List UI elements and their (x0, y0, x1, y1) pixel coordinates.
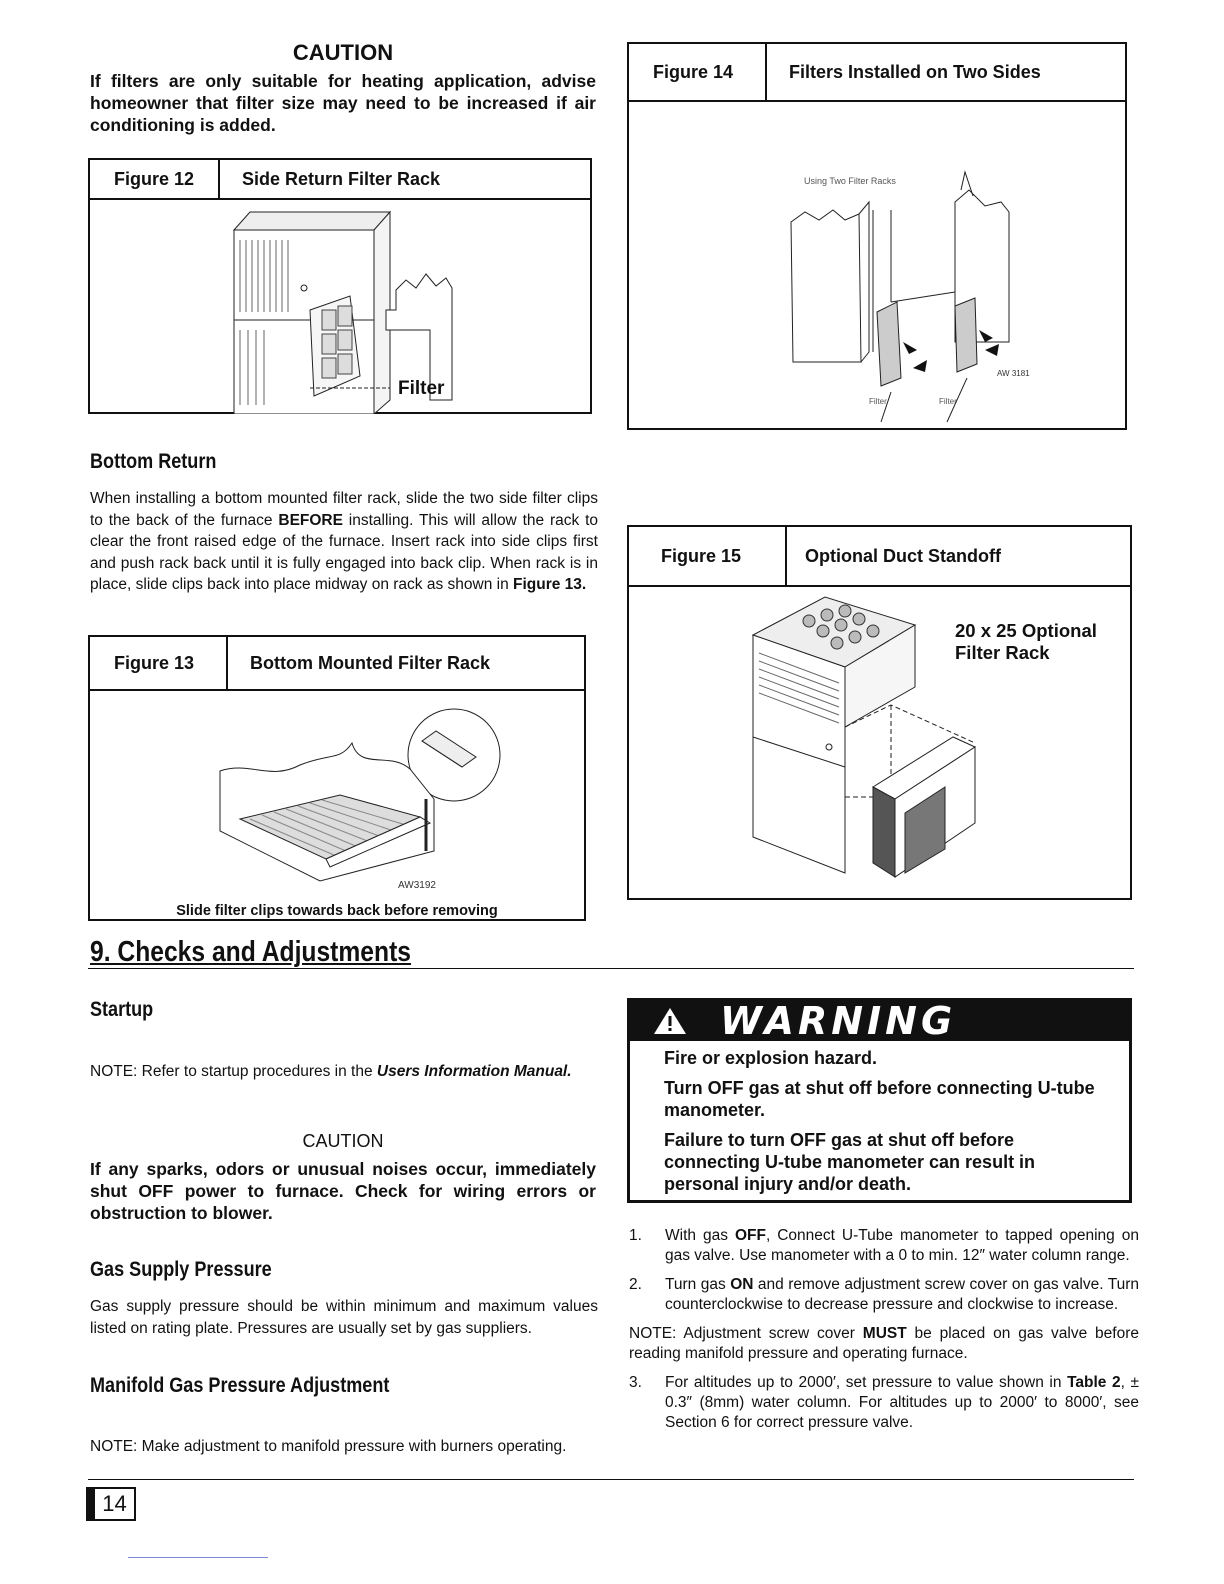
figure-code: AW 3181 (997, 369, 1030, 378)
list-item: 1. With gas OFF, Connect U-Tube manometer to tapped opening on gas valve. Use manometer with a 0 to min. 12″ water column range. (629, 1227, 1139, 1264)
figure-title: Optional Duct Standoff (805, 545, 1001, 566)
figure-number: Figure 14 (629, 44, 767, 100)
adjustment-steps (629, 1226, 1139, 1433)
startup-caution-text: If any sparks, odors or unusual noises occur, immediately shut OFF power to furnace. Check for wiring errors or obstruction to blower. (90, 1159, 596, 1223)
manifold-heading: Manifold Gas Pressure Adjustment (90, 1374, 390, 1397)
side-return-illustration (90, 200, 590, 414)
startup-heading: Startup (90, 998, 154, 1021)
figure-title: Filters Installed on Two Sides (789, 61, 1041, 82)
adjustment-note: NOTE: Adjustment screw cover MUST be placed on gas valve before reading manifold pressure and operating furnace. (629, 1325, 1139, 1362)
startup-note: NOTE: Refer to startup procedures in the Users Information Manual. (90, 1063, 572, 1080)
bottom-return-text: When installing a bottom mounted filter rack, slide the two side filter clips to the back of the furnace BEFORE installing. This will allow the rack to clear the front raised edge of the furnace. Insert rack into side clips first and push rack back until it is fully engaged into back clip. When rack is in place, slide clips back into place midway on rack as shown in Figure 13. (90, 490, 598, 593)
figure-15 (627, 525, 1132, 900)
caution-title: CAUTION (292, 40, 394, 65)
figure-13 (88, 635, 586, 921)
warning-box (627, 998, 1132, 1203)
bottom-return-heading: Bottom Return (90, 450, 217, 473)
duct-standoff-illustration (629, 587, 1130, 900)
warning-banner (630, 1001, 1129, 1041)
figure-14 (627, 42, 1127, 430)
figure-12 (88, 158, 592, 414)
section-rule (88, 968, 1134, 969)
list-item: 2. Turn gas ON and remove adjustment screw cover on gas valve. Turn counterclockwise to decrease pressure and clockwise to increase. (629, 1276, 1139, 1313)
warning-triangle-icon (650, 1004, 690, 1038)
gas-supply-text: Gas supply pressure should be within minimum and maximum values listed on rating plate. Pressures are usually set by gas suppliers. (90, 1298, 598, 1337)
footer-rule (88, 1479, 1134, 1480)
filter-callout: Filter (398, 378, 445, 399)
warning-line-1: Fire or explosion hazard. (664, 1048, 878, 1068)
section-heading: 9. Checks and Adjustments (90, 936, 411, 968)
warning-line-2: Turn OFF gas at shut off before connecting U-tube manometer. (664, 1078, 1095, 1120)
page-number: 14 (86, 1487, 136, 1521)
rack-callout-line2: Filter Rack (955, 642, 1050, 663)
list-item: 3. For altitudes up to 2000′, set pressure to value shown in Table 2, ± 0.3″ (8mm) water column. For altitudes up to 2000′ to 8000′, see Section 6 for correct pressure valve. (629, 1374, 1140, 1431)
decorative-line (128, 1557, 268, 1558)
two-sides-illustration (629, 102, 1125, 430)
figure-code: AW3192 (398, 880, 436, 891)
figure-number: Figure 15 (629, 527, 787, 585)
figure-title: Bottom Mounted Filter Rack (250, 652, 491, 673)
figure-caption: Slide filter clips towards back before removing (176, 903, 498, 919)
manifold-note: NOTE: Make adjustment to manifold pressure with burners operating. (90, 1438, 567, 1455)
figure-number: Figure 13 (90, 637, 228, 689)
warning-line-3: Failure to turn OFF gas at shut off before connecting U-tube manometer can result in personal injury and/or death. (664, 1130, 1036, 1194)
caution-text: If filters are only suitable for heating application, advise homeowner that filter size may need to be increased if air conditioning is added. (90, 71, 596, 135)
filter-right-label: Filter (939, 397, 957, 406)
rack-callout-line1: 20 x 25 Optional (955, 620, 1097, 641)
using-two-racks-label: Using Two Filter Racks (804, 176, 896, 186)
gas-supply-heading: Gas Supply Pressure (90, 1258, 272, 1281)
warning-label: WARNING (720, 999, 957, 1043)
figure-title: Side Return Filter Rack (242, 168, 441, 189)
startup-caution-title: CAUTION (302, 1131, 384, 1151)
filter-left-label: Filter (869, 397, 887, 406)
bottom-filter-illustration (90, 691, 584, 921)
figure-number: Figure 12 (90, 160, 220, 198)
